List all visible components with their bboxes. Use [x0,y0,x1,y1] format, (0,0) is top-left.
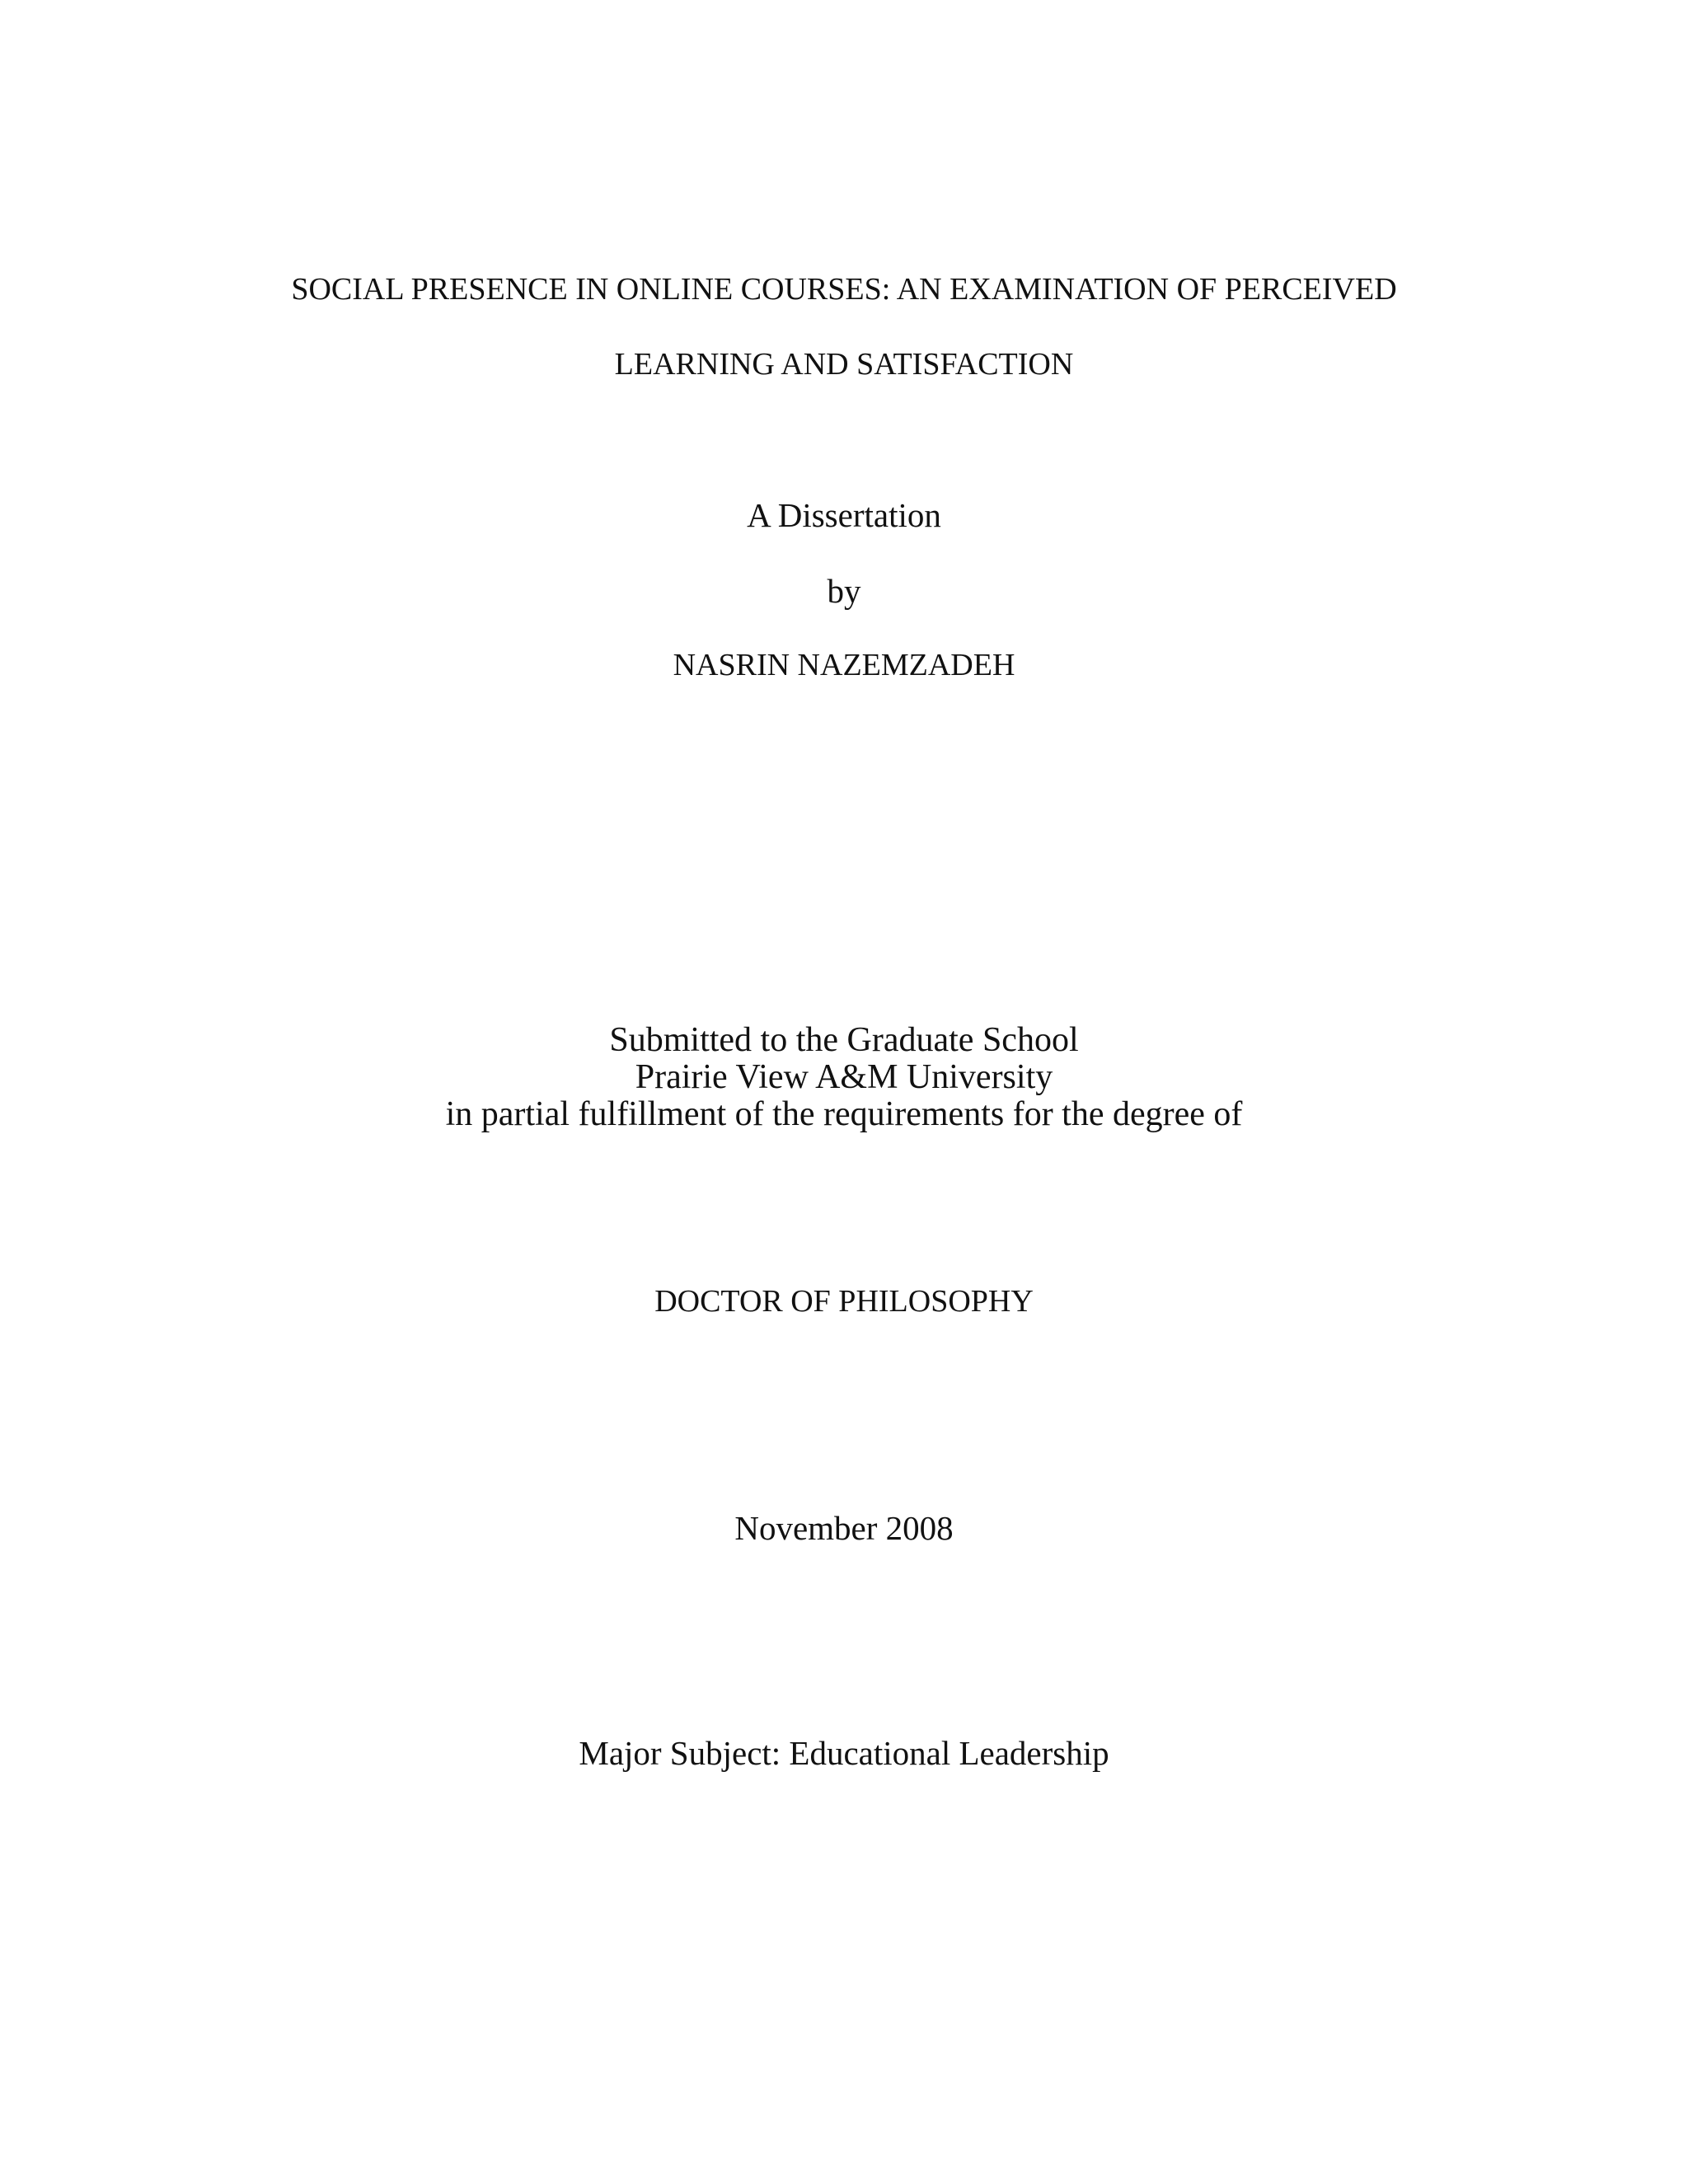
document-type: A Dissertation [747,496,941,534]
submission-date: November 2008 [734,1509,954,1547]
author-name: NASRIN NAZEMZADEH [673,648,1015,682]
submission-line-3: in partial fulfillment of the requirements for the degree of [445,1095,1243,1133]
title-line-2: LEARNING AND SATISFACTION [614,347,1074,382]
degree-name: DOCTOR OF PHILOSOPHY [654,1284,1034,1319]
by-label: by [827,572,861,610]
title-line-1: SOCIAL PRESENCE IN ONLINE COURSES: AN EXAMINATION OF PERCEIVED [291,272,1397,307]
submission-line-2: Prairie View A&M University [635,1058,1053,1096]
major-subject: Major Subject: Educational Leadership [579,1734,1109,1772]
submission-line-1: Submitted to the Graduate School [609,1021,1079,1059]
